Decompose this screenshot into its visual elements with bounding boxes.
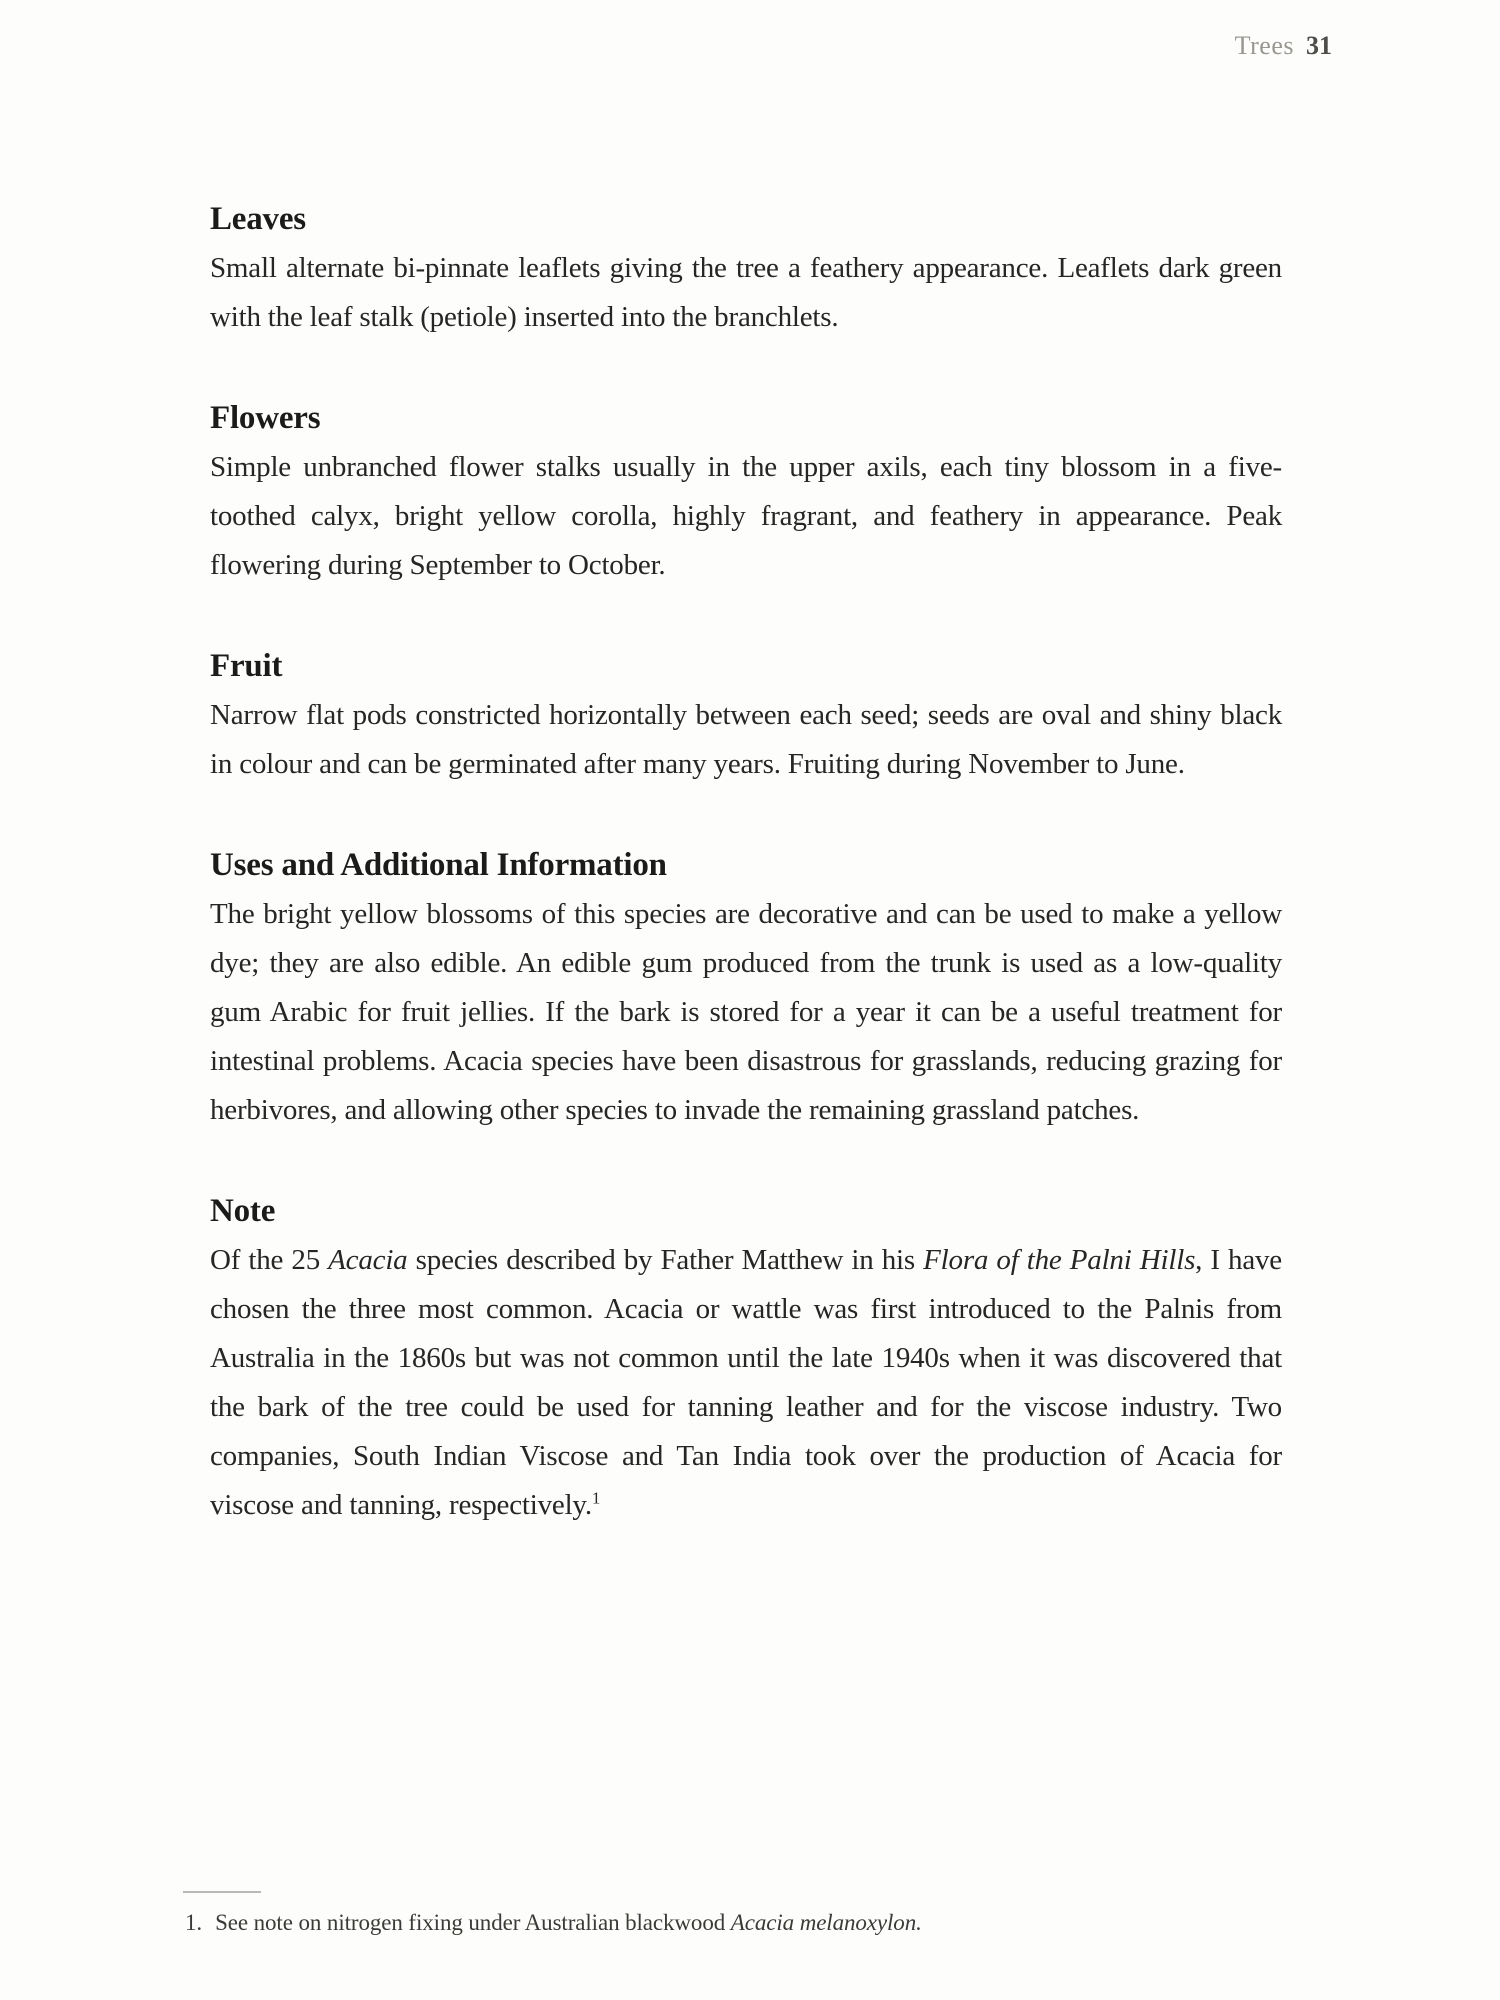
page-number: 31 xyxy=(1306,31,1332,60)
section-heading-fruit: Fruit xyxy=(210,648,283,684)
text-run: See note on nitrogen fixing under Australian blackwood xyxy=(215,1910,731,1935)
section-paragraph-uses xyxy=(210,890,1282,1135)
section-heading-uses: Uses and Additional Information xyxy=(210,847,667,883)
footnote-reference-marker: 1 xyxy=(591,1488,601,1508)
section-paragraph-fruit xyxy=(210,691,1282,789)
footnote-separator-rule xyxy=(183,1891,261,1893)
text-run: Simple unbranched flower stalks usually in the upper axils, each tiny blossom in a five-toothed calyx, bright yellow corolla, highly fragrant, and feathery in appearance. Peak flowering during September to October. xyxy=(210,451,1282,581)
footnote-text xyxy=(215,1906,1185,1939)
footnote-number: 1. xyxy=(185,1910,203,1935)
section-paragraph-flowers xyxy=(210,443,1282,590)
section-uses xyxy=(210,841,1282,1135)
text-run: Small alternate bi-pinnate leaflets giving the tree a feathery appearance. Leaflets dark green with the leaf stalk (petiole) inserted into the branchlets. xyxy=(210,252,1282,333)
section-leaves xyxy=(210,195,1282,342)
italic-text-run: Acacia melanoxylon. xyxy=(730,1910,922,1935)
section-fruit xyxy=(210,642,1282,789)
text-run: Of the 25 xyxy=(210,1244,329,1276)
running-header-section-title: Trees xyxy=(1234,31,1294,60)
section-heading-leaves: Leaves xyxy=(210,201,306,237)
page-content xyxy=(210,195,1282,1582)
section-heading-flowers: Flowers xyxy=(210,400,321,436)
italic-text-run: Flora of the Palni Hills xyxy=(923,1244,1196,1276)
running-header xyxy=(1235,30,1332,62)
italic-text-run: Acacia xyxy=(328,1244,408,1276)
section-flowers xyxy=(210,394,1282,590)
text-run: species described by Father Matthew in his xyxy=(407,1244,924,1276)
text-run: The bright yellow blossoms of this species are decorative and can be used to make a yellow dye; they are also edible. An edible gum produced from the trunk is used as a low-quality gum Arabic for fruit jellies. If the bark is stored for a year it can be a useful treatment for intestinal problems. Acacia species have been disastrous for grasslands, reducing grazing for herbivores, and allowing other species to invade the remaining grassland patches. xyxy=(210,898,1282,1126)
section-heading-note: Note xyxy=(210,1193,276,1229)
text-run: , I have chosen the three most common. Acacia or wattle was first introduced to the Palnis from Australia in the 1860s but was not common until the late 1940s when it was discovered that the bark of the tree could be used for tanning leather and for the viscose industry. Two companies, South Indian Viscose and Tan India took over the production of Acacia for viscose and tanning, respectively. xyxy=(210,1244,1282,1521)
section-note xyxy=(210,1187,1282,1530)
footnote xyxy=(185,1906,1185,1939)
text-run: Narrow flat pods constricted horizontally between each seed; seeds are oval and shiny black in colour and can be germinated after many years. Fruiting during November to June. xyxy=(210,699,1282,780)
section-paragraph-leaves xyxy=(210,244,1282,342)
section-paragraph-note xyxy=(210,1236,1282,1530)
